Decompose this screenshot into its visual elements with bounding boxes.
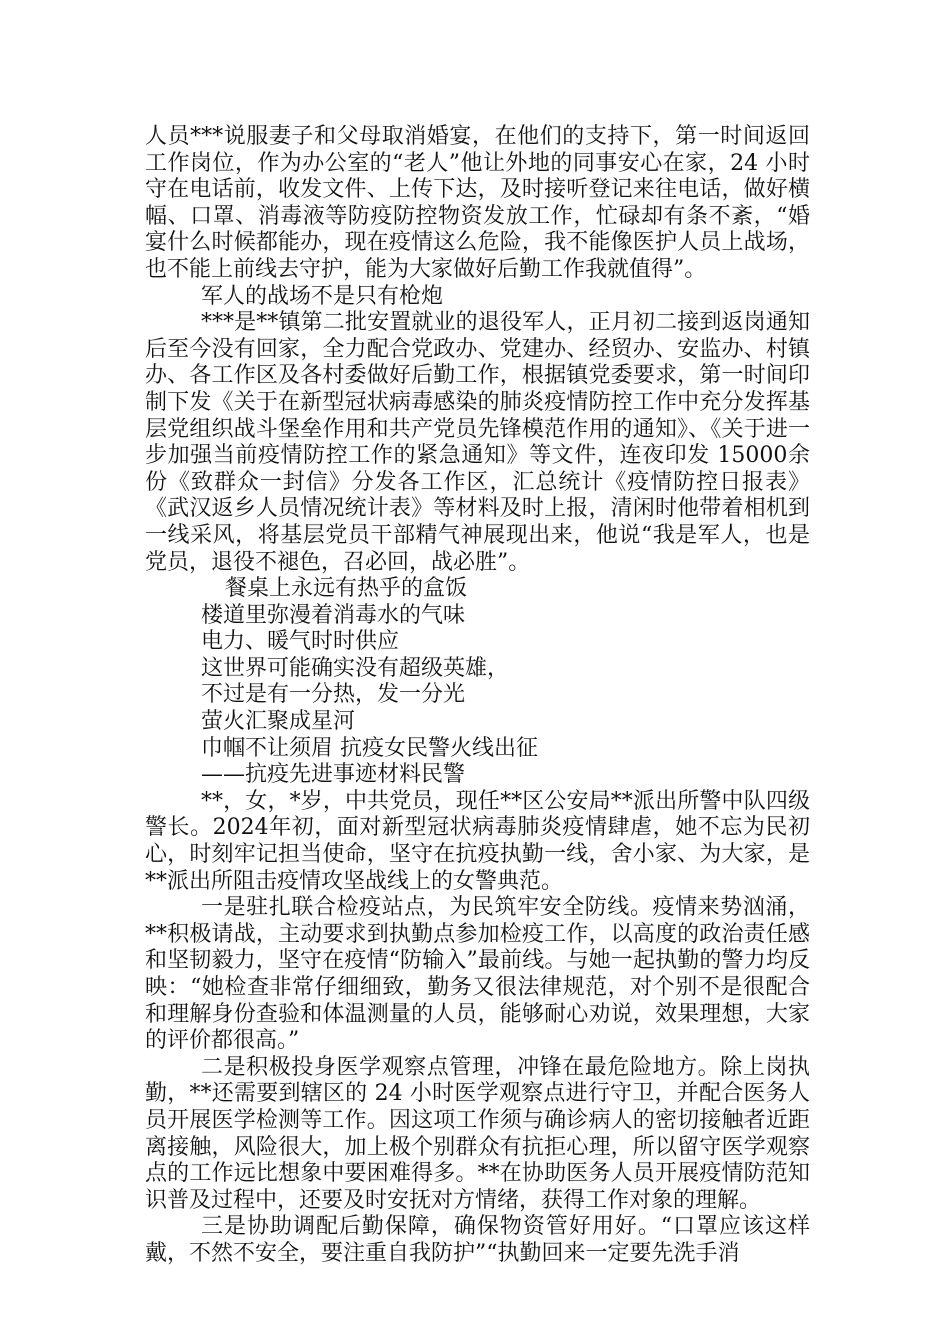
- paragraph-point-3: 三是协助调配后勤保障，确保物资管好用好。“口罩应该这样戴，不然不安全，要注重自我防护”“执勤回来一定要先洗手消: [145, 1214, 810, 1266]
- paragraph-point-2: 二是积极投身医学观察点管理，冲锋在最危险地方。除上岗执勤，**还需要到辖区的 24 小时医学观察点进行守卫，并配合医务人员开展医学检测等工作。因这项工作须与确诊病人的密切接触者近距离接触，风险很大，加上极个别群众有抗拒心理，所以留守医学观察点的工作远比想象中要困难得多。**在协助医务人员开展疫情防范知识普及过程中，还要及时安抚对方情绪，获得工作对象的理解。: [145, 1054, 810, 1213]
- paragraph-intro: **，女，*岁，中共党员，现任**区公安局**派出所警中队四级警长。2024年初，面对新型冠状病毒肺炎疫情肆虐，她不忘为民初心，时刻牢记担当使命，坚守在抗疫执勤一线，舍小家、为大家，是**派出所阻击疫情攻坚战线上的女警典范。: [145, 788, 810, 894]
- poem-line-3: 电力、暖气时时供应: [201, 629, 400, 655]
- poem-line-4: 这世界可能确实没有超级英雄，: [201, 655, 510, 681]
- paragraph-soldier: ***是**镇第二批安置就业的退役军人，正月初二接到返岗通知后至今没有回家，全力配合党政办、党建办、经贸办、安监办、村镇办、各工作区及各村委做好后勤工作，根据镇党委要求，第一时间印制下发《关于在新型冠状病毒感染的肺炎疫情防控工作中充分发挥基层党组织战斗堡垒作用和共产党员先锋模范作用的通知》、《关于进一步加强当前疫情防控工作的紧急通知》等文件，连夜印发 15000余份《致群众一封信》分发各工作区，汇总统计《疫情防控日报表》《武汉返乡人员情况统计表》等材料及时上报，清闲时他带着相机到一线采风，将基层党员干部精气神展现出来，他说“我是军人，也是党员，退役不褪色，召必回，战必胜”。: [145, 310, 810, 575]
- poem-line-5: 不过是有一分热，发一分光: [201, 682, 466, 708]
- poem-line-6: 萤火汇聚成星河: [201, 709, 356, 735]
- section-title-policewoman: 巾帼不让须眉 抗疫女民警火线出征: [201, 735, 538, 761]
- document-body: [145, 124, 810, 1268]
- paragraph-continuation: 人员***说服妻子和父母取消婚宴，在他们的支持下，第一时间返回工作岗位，作为办公室的“老人”他让外地的同事安心在家，24 小时守在电话前，收发文件、上传下达，及时接听登记来往电话，做好横幅、口罩、消毒液等防疫防控物资发放工作，忙碌却有条不紊，“婚宴什么时候都能办，现在疫情这么危险，我不能像医护人员上战场，也不能上前线去守护，能为大家做好后勤工作我就值得”。: [145, 124, 810, 282]
- paragraph-point-1: 一是驻扎联合检疫站点，为民筑牢安全防线。疫情来势汹涌，**积极请战，主动要求到执勤点参加检疫工作，以高度的政治责任感和坚韧毅力，坚守在疫情“防输入”最前线。与她一起执勤的警力均反映：“她检查非常仔细细致，勤务又很法律规范，对个别不是很配合和理解身份查验和体温测量的人员，能够耐心劝说，效果理想，大家的评价都很高。”: [145, 895, 810, 1054]
- poem-line-2: 楼道里弥漫着消毒水的气味: [201, 602, 466, 628]
- poem-line-1: 餐桌上永远有热乎的盒饭: [225, 576, 468, 602]
- section-heading-soldier: 军人的战场不是只有枪炮: [201, 283, 444, 309]
- section-subtitle-policewoman: ——抗疫先进事迹材料民警: [201, 762, 466, 788]
